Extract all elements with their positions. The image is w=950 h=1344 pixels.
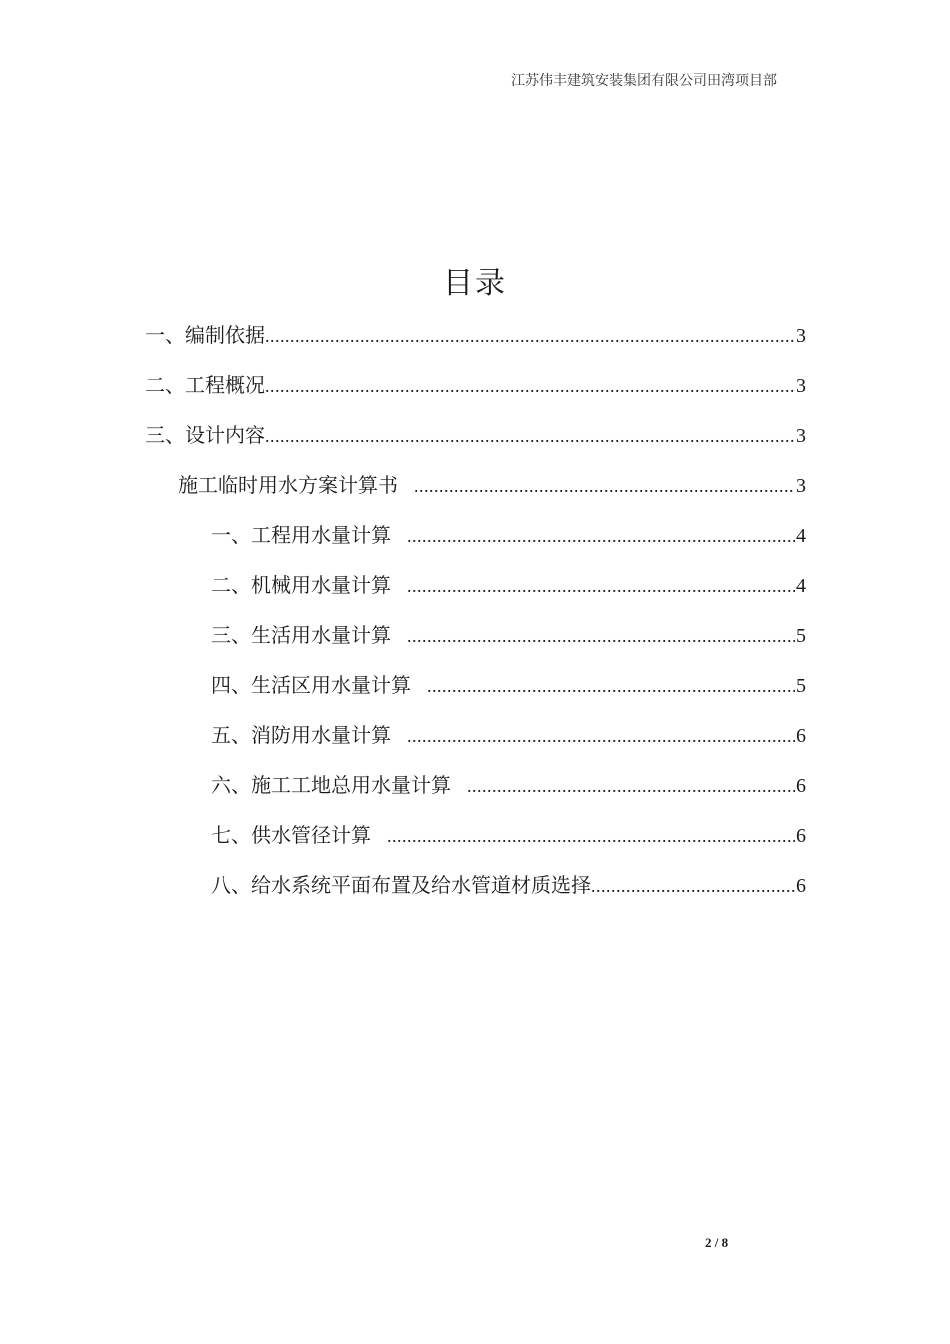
toc-entry-page: 3 — [796, 375, 806, 397]
toc-entry[interactable] — [145, 414, 806, 464]
toc-entry-label: 三、生活用水量计算 — [211, 623, 391, 647]
toc-entry-label: 一、编制依据 — [145, 323, 265, 347]
toc-entry-label: 三、设计内容 — [145, 423, 265, 447]
page-title: 目录 — [443, 266, 507, 301]
toc-entry-label: 二、机械用水量计算 — [211, 573, 391, 597]
toc-entry-label: 八、给水系统平面布置及给水管道材质选择 — [211, 873, 591, 897]
toc-entry[interactable] — [145, 714, 806, 764]
toc-entry[interactable] — [145, 664, 806, 714]
toc-entry-page: 6 — [796, 775, 806, 797]
toc-entry-label: 七、供水管径计算 — [211, 823, 371, 847]
toc-entry-label: 二、工程概况 — [145, 373, 265, 397]
page-number: 2 / 8 — [705, 1235, 729, 1250]
toc-dot-leader — [265, 365, 795, 407]
toc-entry[interactable] — [145, 864, 806, 914]
toc-dot-leader — [467, 765, 795, 807]
toc-dot-leader — [265, 315, 795, 357]
toc-entry-label: 六、施工工地总用水量计算 — [211, 773, 451, 797]
toc-entry-label: 四、生活区用水量计算 — [211, 673, 411, 697]
toc-entry-page: 3 — [796, 425, 806, 447]
toc-entry-page: 3 — [796, 325, 806, 347]
toc-entry[interactable] — [145, 514, 806, 564]
toc-entry-page: 5 — [796, 675, 806, 697]
toc-entry-page: 3 — [796, 475, 806, 497]
toc-entry[interactable] — [145, 364, 806, 414]
toc-entry[interactable] — [145, 614, 806, 664]
toc-dot-leader — [407, 715, 795, 757]
toc-entry[interactable] — [145, 564, 806, 614]
toc-dot-leader — [427, 665, 795, 707]
toc-entry-label: 一、工程用水量计算 — [211, 523, 391, 547]
toc-entry-page: 5 — [796, 625, 806, 647]
page-header: 江苏伟丰建筑安装集团有限公司田湾项目部 — [511, 73, 777, 89]
toc-entry-page: 6 — [796, 875, 806, 897]
toc-entry-page: 6 — [796, 825, 806, 847]
table-of-contents — [145, 314, 806, 914]
toc-entry[interactable] — [145, 814, 806, 864]
toc-entry-page: 6 — [796, 725, 806, 747]
toc-entry-label: 施工临时用水方案计算书 — [178, 473, 398, 497]
toc-dot-leader — [265, 415, 795, 457]
toc-dot-leader — [407, 565, 795, 607]
toc-dot-leader — [407, 615, 795, 657]
toc-entry-page: 4 — [796, 575, 806, 597]
toc-entry-page: 4 — [796, 525, 806, 547]
toc-entry[interactable] — [145, 314, 806, 364]
toc-dot-leader — [387, 815, 795, 857]
toc-entry[interactable] — [145, 764, 806, 814]
toc-dot-leader — [591, 865, 795, 907]
toc-dot-leader — [414, 465, 795, 507]
toc-entry-label: 五、消防用水量计算 — [211, 723, 391, 747]
toc-entry[interactable] — [145, 464, 806, 514]
toc-dot-leader — [407, 515, 795, 557]
